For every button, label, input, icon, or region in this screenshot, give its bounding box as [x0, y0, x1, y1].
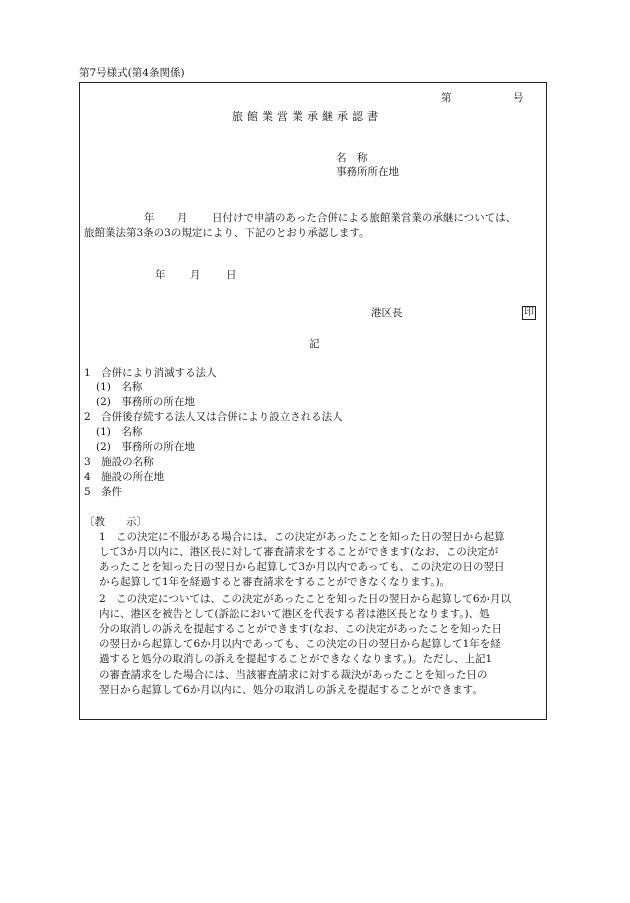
item-2-2: (2) 事務所の所在地 [96, 441, 195, 453]
issuer: 港区長 [371, 307, 403, 319]
document-title: 旅館業営業承継承認書 [232, 110, 382, 123]
recipient-office-label: 事務所所在地 [336, 166, 399, 178]
item-2-1: (1) 名称 [96, 426, 143, 438]
number-dai: 第 [441, 92, 452, 104]
body-year: 年 [144, 212, 155, 224]
instruction-line: して3か月以内に、港区長に対して審査請求をすることができます(なお、この決定が [99, 546, 499, 558]
body-month: 月 [177, 212, 188, 224]
form-label: 第7号様式(第4条関係) [79, 67, 185, 79]
date-day: 日 [226, 269, 237, 281]
instruction-line: 過すると処分の取消しの訴えを提起することができなくなります。)。ただし、上記1 [99, 653, 493, 665]
instruction-line: から起算して1年を経過すると審査請求をすることができなくなります。)。 [99, 576, 451, 588]
item-1-2: (2) 事務所の所在地 [96, 396, 195, 408]
seal-label: 印 [524, 307, 534, 318]
date-month: 月 [190, 269, 201, 281]
instruction-line: 1 この決定に不服がある場合には、この決定があったことを知った日の翌日から起算 [99, 531, 505, 543]
instruction-line: 2 この決定については、この決定があったことを知った日の翌日から起算して6か月以 [99, 593, 512, 605]
instruction-line: の翌日から起算して6か月以内であっても、この決定の日の翌日から起算して1年を経 [99, 638, 501, 650]
seal-mark [522, 305, 536, 320]
date-year: 年 [155, 269, 166, 281]
body-line2: 旅館業法第3条の3の規定により、下記のとおり承認します。 [84, 227, 370, 239]
item-5: 5 条件 [84, 486, 123, 498]
number-go: 号 [513, 92, 524, 104]
ki-heading: 記 [309, 338, 320, 350]
instruction-line: の審査請求をした場合には、当該審査請求に対する裁決があったことを知った日の [99, 669, 488, 681]
instruction-header: 〔教 示〕 [84, 516, 147, 528]
item-2: 2 合併後存続する法人又は合併により設立される法人 [84, 411, 343, 423]
item-4: 4 施設の所在地 [84, 471, 165, 483]
instruction-line: 内に、港区を被告として(訴訟において港区を代表する者は港区長となります。)、処 [99, 608, 490, 620]
body-line1: 日付けで申請のあった合併による旅館業営業の承継については、 [212, 212, 517, 224]
instruction-line: 分の取消しの訴えを提起することができます(なお、この決定があったことを知った日 [99, 623, 502, 635]
instruction-line: あったことを知った日の翌日から起算して3か月以内であっても、この決定の日の翌日 [99, 561, 505, 573]
instruction-line: 翌日から起算して6か月以内に、処分の取消しの訴えを提起することができます。 [99, 684, 483, 696]
item-1-1: (1) 名称 [96, 381, 143, 393]
recipient-name-label: 名 称 [336, 152, 368, 164]
item-1: 1 合併により消滅する法人 [84, 367, 217, 379]
item-3: 3 施設の名称 [84, 456, 154, 468]
